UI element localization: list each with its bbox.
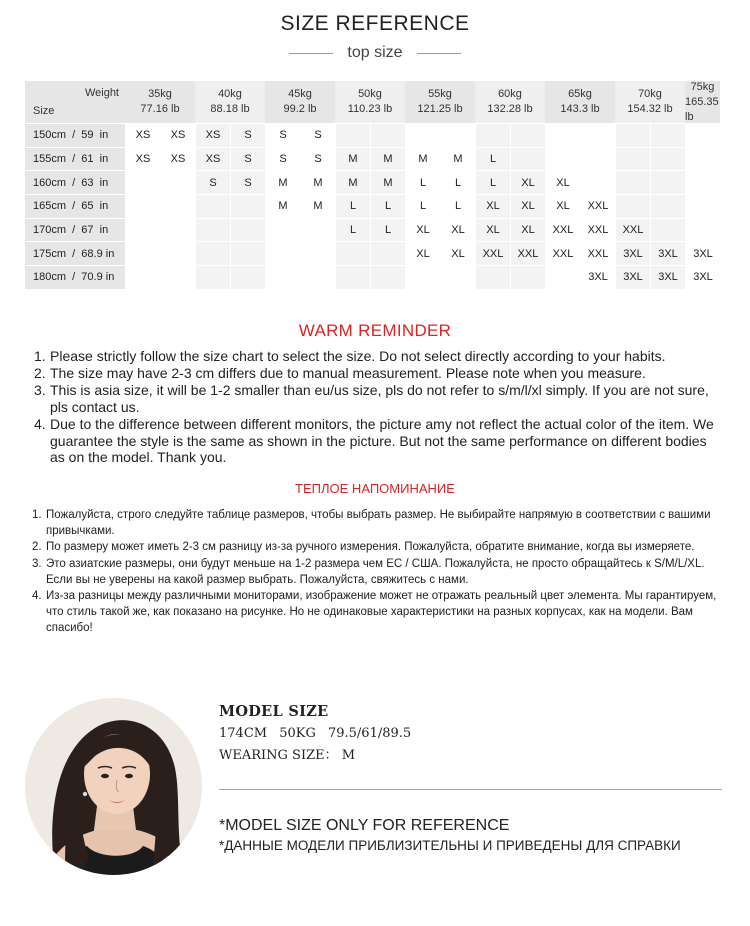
subtitle-row — [0, 44, 750, 62]
size-cell — [160, 265, 195, 289]
size-cell: XXL — [510, 241, 545, 265]
size-cell — [230, 241, 265, 265]
size-cell — [125, 194, 160, 218]
warm-reminder-title: WARM REMINDER — [298, 321, 452, 340]
size-cell: XXL — [580, 194, 615, 218]
reminder-item-number: 2. — [32, 541, 42, 554]
size-cell — [650, 147, 685, 171]
size-cell: L — [335, 218, 370, 242]
size-cell — [580, 170, 615, 194]
reminder-item-text: Из-за разницы между различными мониторами, изображение может не отражать реальный цвет элемента. Мы гарантируем, что стиль такой же, как показано на рисунке. Но не одинаковые характеристики на разных корпусах, как на модели. Вам спасибо! — [46, 590, 717, 635]
size-chart-table — [25, 81, 723, 289]
model-measurements: 174CM 50KG 79.5/61/89.5 — [219, 726, 412, 741]
weight-lb: 121.25 lb — [417, 103, 463, 115]
size-cell: XL — [475, 194, 510, 218]
reminder-item-number: 1. — [32, 509, 42, 521]
size-cell — [685, 218, 720, 242]
size-cell: S — [230, 123, 265, 147]
size-cell: XXL — [545, 218, 580, 242]
size-cell: 3XL — [615, 241, 650, 265]
size-cell: L — [405, 170, 440, 194]
height-row-label: 165cm / 65 in — [25, 194, 125, 218]
size-cell: XL — [405, 241, 440, 265]
weight-column-header — [615, 81, 685, 123]
size-cell: L — [405, 194, 440, 218]
size-cell — [160, 170, 195, 194]
weight-header-label: Weight — [84, 87, 119, 99]
size-cell: M — [335, 170, 370, 194]
size-cell — [335, 241, 370, 265]
size-cell — [685, 170, 720, 194]
weight-kg: 45kg — [288, 88, 312, 100]
reminder-item — [34, 365, 724, 382]
size-cell — [685, 147, 720, 171]
weight-kg: 60kg — [498, 88, 522, 100]
warm-reminder-ru-title: ТЕПЛОЕ НАПОМИНАНИЕ — [295, 481, 455, 496]
size-cell — [405, 123, 440, 147]
reminder-item-text: По размеру может иметь 2-3 см разницу из-за ручного измерения. Пожалуйста, обратите внимание, когда вы измеряете. — [46, 541, 695, 554]
size-cell: 3XL — [685, 265, 720, 289]
size-cell — [125, 265, 160, 289]
reminder-item-text: Пожалуйста, строго следуйте таблице размеров, чтобы выбрать размер. Не выбирайте напрямую в соответствии с вашими привычками. — [46, 509, 711, 538]
size-cell — [615, 147, 650, 171]
size-cell: M — [335, 147, 370, 171]
divider-right — [417, 53, 461, 54]
size-cell — [370, 241, 405, 265]
size-cell: XL — [510, 194, 545, 218]
size-cell — [265, 241, 300, 265]
weight-kg: 50kg — [358, 88, 382, 100]
size-cell: XXL — [580, 218, 615, 242]
size-cell — [230, 265, 265, 289]
weight-column-header — [685, 81, 720, 123]
size-cell: 3XL — [615, 265, 650, 289]
model-size-block — [219, 703, 411, 763]
size-cell: XS — [195, 123, 230, 147]
reminder-item-number: 3. — [34, 381, 46, 398]
size-cell: 3XL — [580, 265, 615, 289]
size-cell: XL — [475, 218, 510, 242]
weight-column-header — [335, 81, 405, 123]
size-cell — [125, 170, 160, 194]
size-cell: XS — [125, 123, 160, 147]
size-cell: XL — [510, 218, 545, 242]
weight-column-header — [545, 81, 615, 123]
size-cell: XXL — [615, 218, 650, 242]
weight-kg: 65kg — [568, 88, 592, 100]
model-wearing-size: WEARING SIZE： M — [219, 748, 356, 763]
reminder-item — [32, 539, 726, 555]
size-cell: L — [335, 194, 370, 218]
size-cell — [440, 265, 475, 289]
size-cell — [650, 123, 685, 147]
weight-column-header — [475, 81, 545, 123]
size-cell: S — [300, 147, 335, 171]
weight-lb: 132.28 lb — [487, 103, 533, 115]
reminder-item-text: This is asia size, it will be 1-2 smaller than eu/us size, pls do not refer to s/m/l/xl simply. If you are not sure, pls contact us. — [50, 381, 709, 415]
size-cell: XS — [195, 147, 230, 171]
weight-kg: 70kg — [638, 88, 662, 100]
size-cell: S — [230, 147, 265, 171]
size-cell: M — [300, 194, 335, 218]
height-row-label: 160cm / 63 in — [25, 170, 125, 194]
model-portrait-illustration — [25, 698, 202, 875]
weight-kg: 55kg — [428, 88, 452, 100]
size-cell — [230, 218, 265, 242]
weight-lb: 143.3 lb — [560, 103, 600, 115]
size-cell: S — [195, 170, 230, 194]
weight-kg: 75kg — [690, 80, 715, 93]
size-cell: XL — [440, 241, 475, 265]
size-cell — [195, 194, 230, 218]
size-cell — [405, 265, 440, 289]
size-cell: 3XL — [650, 241, 685, 265]
size-cell — [230, 194, 265, 218]
height-row-label: 170cm / 67 in — [25, 218, 125, 242]
size-cell — [265, 265, 300, 289]
size-cell: M — [370, 170, 405, 194]
weight-lb: 88.18 lb — [210, 103, 250, 115]
size-cell — [370, 123, 405, 147]
size-cell — [300, 265, 335, 289]
size-cell — [160, 218, 195, 242]
size-cell — [335, 123, 370, 147]
size-cell — [650, 194, 685, 218]
size-cell: L — [475, 170, 510, 194]
size-cell: XL — [545, 194, 580, 218]
reminder-item — [34, 382, 724, 416]
size-cell — [685, 123, 720, 147]
size-cell — [615, 194, 650, 218]
warm-reminder-list — [34, 348, 724, 466]
weight-kg: 35kg — [148, 88, 172, 100]
size-cell: S — [230, 170, 265, 194]
size-header-label: Size — [33, 105, 55, 117]
size-cell: M — [265, 170, 300, 194]
size-cell: XXL — [580, 241, 615, 265]
size-cell: XXL — [475, 241, 510, 265]
size-cell: M — [440, 147, 475, 171]
reminder-item-text: Please strictly follow the size chart to select the size. Do not select directly according to your habits. — [50, 348, 666, 364]
reminder-item — [32, 507, 726, 539]
size-cell: 3XL — [685, 241, 720, 265]
size-cell — [650, 170, 685, 194]
model-note-ru: *ДАННЫЕ МОДЕЛИ ПРИБЛИЗИТЕЛЬНЫ И ПРИВЕДЕНЫ ДЛЯ СПРАВКИ — [219, 838, 681, 853]
size-cell — [300, 218, 335, 242]
reminder-item — [32, 588, 726, 637]
size-cell: XXL — [545, 241, 580, 265]
model-size-title: MODEL SIZE — [219, 703, 329, 720]
reminder-item-text: Это азиатские размеры, они будут меньше на 1-2 размера чем ЕС / США. Пожалуйста, не просто обращайтесь к S/M/L/XL. Если вы не уверены на какой размер выбрать. Пожалуйста, свяжитесь с нами. — [46, 557, 705, 586]
weight-kg: 40kg — [218, 88, 242, 100]
model-divider — [219, 789, 722, 790]
size-cell — [510, 123, 545, 147]
divider-left — [289, 53, 333, 54]
size-cell: M — [370, 147, 405, 171]
size-cell: L — [370, 194, 405, 218]
height-row-label: 180cm / 70.9 in — [25, 265, 125, 289]
weight-column-header — [405, 81, 475, 123]
size-cell: XL — [440, 218, 475, 242]
size-cell: XS — [160, 123, 195, 147]
weight-lb: 99.2 lb — [283, 103, 317, 115]
model-note-en: *MODEL SIZE ONLY FOR REFERENCE — [219, 817, 510, 834]
reminder-item-text: Due to the difference between different monitors, the picture amy not reflect the actual color of the item. We guarantee the style is the same as shown in the picture. But not the same performance on different bodies as on the model. Thank you. — [50, 415, 714, 466]
size-cell: XL — [510, 170, 545, 194]
size-cell — [615, 123, 650, 147]
size-cell — [545, 265, 580, 289]
size-cell — [580, 123, 615, 147]
size-cell — [125, 218, 160, 242]
reminder-item-number: 4. — [32, 590, 42, 603]
weight-column-header — [195, 81, 265, 123]
size-cell: XL — [405, 218, 440, 242]
reminder-item — [34, 416, 724, 467]
size-cell: 3XL — [650, 265, 685, 289]
size-cell — [300, 241, 335, 265]
size-cell — [545, 147, 580, 171]
size-cell — [580, 147, 615, 171]
size-cell: XS — [160, 147, 195, 171]
size-cell: S — [265, 147, 300, 171]
size-cell — [160, 194, 195, 218]
size-cell: M — [300, 170, 335, 194]
height-row-label: 175cm / 68.9 in — [25, 241, 125, 265]
size-cell — [125, 241, 160, 265]
size-cell — [685, 194, 720, 218]
reminder-item-number: 3. — [32, 557, 42, 570]
weight-column-header — [125, 81, 195, 123]
size-cell — [615, 170, 650, 194]
size-cell: S — [300, 123, 335, 147]
size-cell: L — [475, 147, 510, 171]
size-cell — [160, 241, 195, 265]
page-subtitle: top size — [347, 44, 403, 61]
size-cell — [440, 123, 475, 147]
reminder-item-number: 1. — [34, 348, 46, 364]
size-cell: XL — [545, 170, 580, 194]
height-row-label: 150cm / 59 in — [25, 123, 125, 147]
weight-lb: 110.23 lb — [347, 103, 393, 115]
size-cell — [335, 265, 370, 289]
size-cell — [510, 147, 545, 171]
size-cell — [195, 218, 230, 242]
size-cell — [370, 265, 405, 289]
table-corner-header — [25, 81, 125, 123]
size-cell: M — [405, 147, 440, 171]
weight-lb: 165.35 lb — [685, 95, 719, 123]
size-cell — [265, 218, 300, 242]
weight-lb: 77.16 lb — [140, 103, 180, 115]
weight-column-header — [265, 81, 335, 123]
weight-lb: 154.32 lb — [627, 103, 673, 115]
size-cell: S — [265, 123, 300, 147]
size-cell — [650, 218, 685, 242]
size-cell — [195, 265, 230, 289]
size-cell: L — [370, 218, 405, 242]
size-cell: M — [265, 194, 300, 218]
height-row-label: 155cm / 61 in — [25, 147, 125, 171]
size-cell: L — [440, 194, 475, 218]
reminder-item-text: The size may have 2-3 cm differs due to manual measurement. Please note when you measure. — [50, 364, 646, 381]
warm-reminder-ru-list — [32, 507, 726, 637]
size-cell — [195, 241, 230, 265]
size-cell — [510, 265, 545, 289]
reminder-item-number: 4. — [34, 415, 46, 432]
size-cell — [475, 123, 510, 147]
size-cell: XS — [125, 147, 160, 171]
model-photo — [25, 698, 202, 875]
reminder-item — [34, 348, 724, 365]
size-cell — [545, 123, 580, 147]
size-cell — [475, 265, 510, 289]
page-title: SIZE REFERENCE — [280, 12, 470, 35]
reminder-item — [32, 556, 726, 588]
size-cell: L — [440, 170, 475, 194]
reminder-item-number: 2. — [34, 364, 46, 381]
